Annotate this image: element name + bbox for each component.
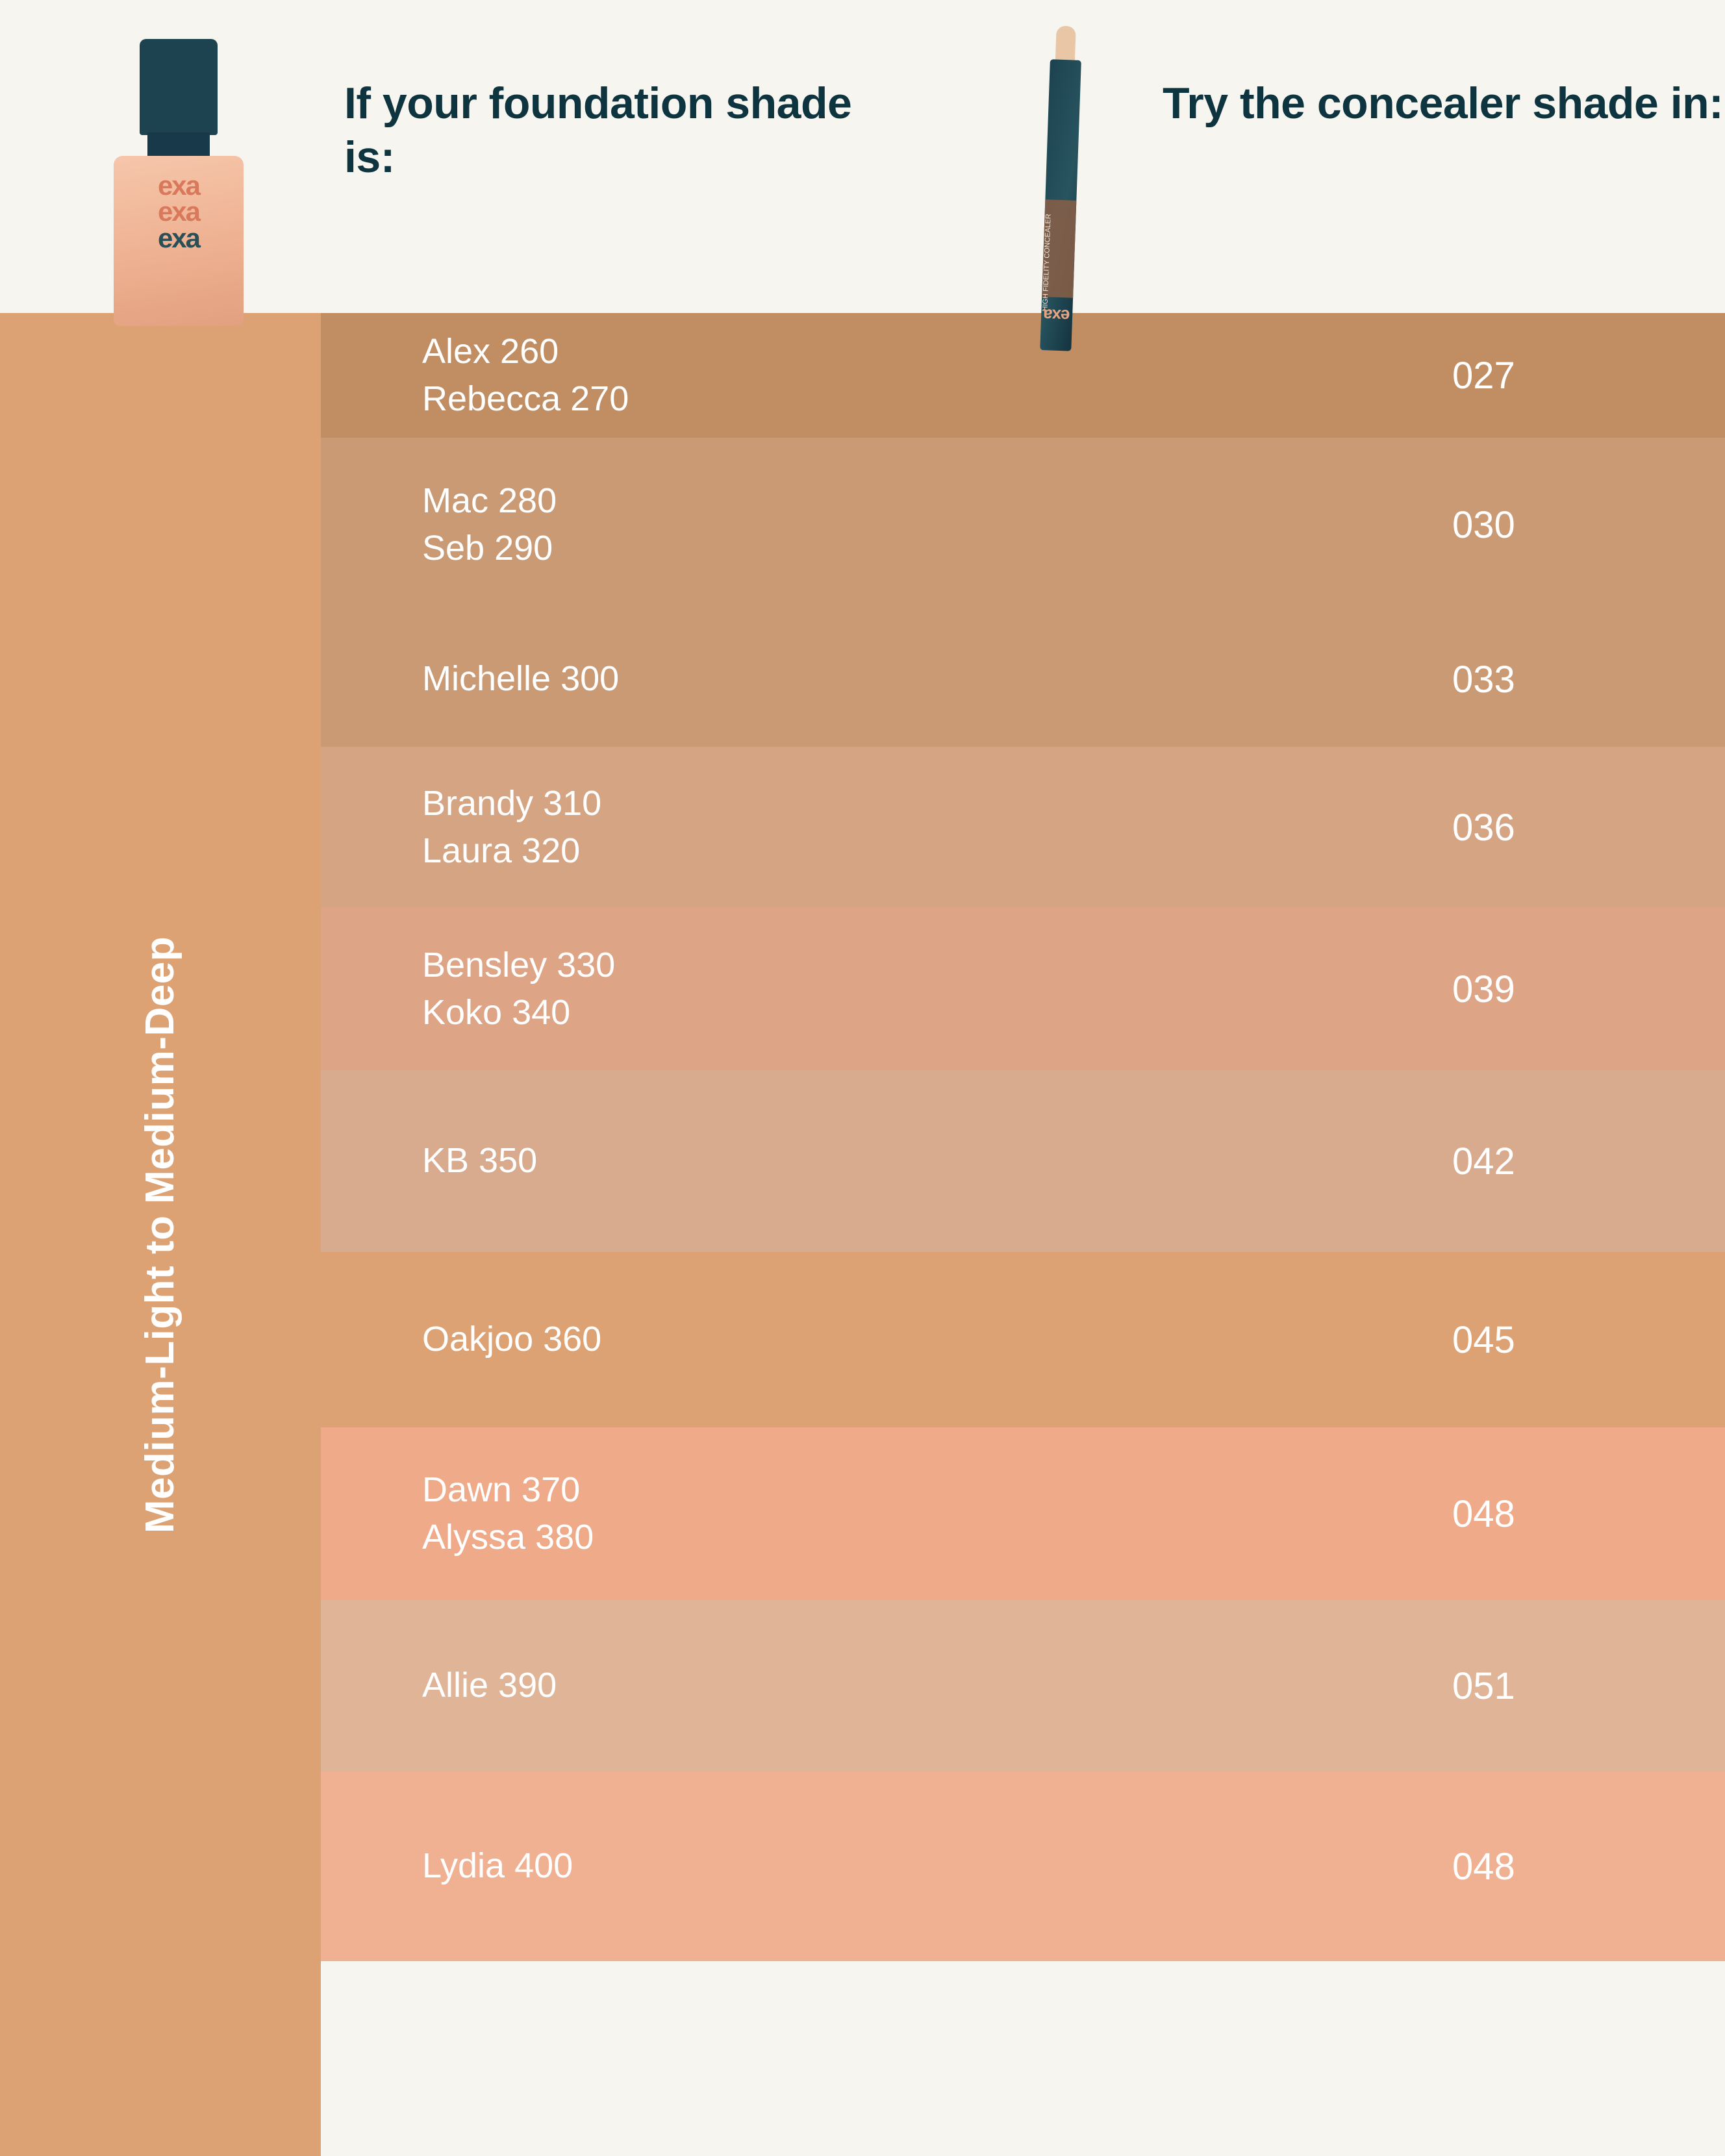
foundation-shade-name: Allie 390 — [422, 1666, 557, 1705]
table-row — [321, 1252, 1725, 1427]
bottle-logo-line-3: exa — [157, 222, 200, 253]
foundation-shade-name: Lydia 400 — [422, 1846, 573, 1886]
bottle-cap — [140, 39, 218, 135]
table-row — [321, 438, 1725, 612]
stick-tip — [1055, 26, 1076, 62]
table-row — [321, 908, 1725, 1070]
stick-logo: exa — [1043, 305, 1070, 326]
foundation-shade-cell — [321, 1466, 1165, 1562]
foundation-shade-cell — [321, 655, 1165, 703]
foundation-shade-cell — [321, 942, 1165, 1037]
foundation-shade-name: Mac 280 — [422, 481, 557, 520]
foundation-shade-name: Koko 340 — [422, 993, 571, 1032]
concealer-shade-cell: 039 — [1452, 968, 1515, 1010]
foundation-header-text: If your foundation shade is: — [344, 79, 852, 182]
chart-header — [0, 0, 1725, 313]
bottle-neck — [147, 132, 210, 158]
concealer-shade-cell: 042 — [1452, 1140, 1515, 1183]
bottle-logo-line-2: exa — [157, 196, 200, 227]
bottle-logo-line-1: exa — [157, 170, 200, 201]
foundation-shade-name: Michelle 300 — [422, 659, 620, 699]
bottle-logo — [114, 170, 244, 253]
foundation-bottle-icon — [114, 39, 244, 325]
foundation-shade-name: Seb 290 — [422, 529, 553, 568]
foundation-shade-cell — [321, 1137, 1165, 1185]
table-row — [321, 313, 1725, 438]
concealer-shade-cell: 048 — [1452, 1492, 1515, 1535]
category-band — [0, 313, 321, 2156]
concealer-shade-cell: 045 — [1452, 1318, 1515, 1361]
concealer-shade-cell: 036 — [1452, 806, 1515, 849]
table-row — [321, 1772, 1725, 1961]
concealer-shade-cell: 030 — [1452, 503, 1515, 546]
foundation-shade-name: Oakjoo 360 — [422, 1320, 602, 1359]
category-label-wrap — [0, 313, 321, 2156]
foundation-shade-cell — [321, 477, 1165, 573]
foundation-shade-name: Brandy 310 — [422, 783, 602, 823]
table-row — [321, 612, 1725, 747]
stick-label-text: HIGH FIDELITY CONCEALER — [1041, 214, 1053, 312]
concealer-shade-cell: 033 — [1452, 658, 1515, 701]
foundation-shade-name: Rebecca 270 — [422, 379, 629, 418]
concealer-header-text: Try the concealer shade in: — [1163, 79, 1724, 128]
foundation-shade-name: Alex 260 — [422, 331, 559, 371]
foundation-shade-cell — [321, 1316, 1165, 1363]
concealer-shade-cell: 048 — [1452, 1845, 1515, 1888]
concealer-shade-cell: 027 — [1452, 354, 1515, 397]
foundation-shade-cell — [321, 1842, 1165, 1890]
concealer-column-header — [1163, 77, 1725, 131]
table-row — [321, 1600, 1725, 1772]
foundation-shade-cell — [321, 1662, 1165, 1709]
foundation-shade-cell — [321, 780, 1165, 875]
foundation-shade-name: KB 350 — [422, 1141, 538, 1181]
table-row — [321, 1427, 1725, 1600]
table-row — [321, 1070, 1725, 1252]
table-row — [321, 747, 1725, 908]
foundation-shade-name: Bensley 330 — [422, 945, 616, 984]
foundation-shade-name: Laura 320 — [422, 831, 581, 870]
foundation-column-header — [344, 77, 903, 184]
foundation-shade-name: Alyssa 380 — [422, 1518, 594, 1557]
shade-table — [321, 313, 1725, 1961]
foundation-shade-name: Dawn 370 — [422, 1470, 581, 1509]
category-label: Medium-Light to Medium-Deep — [138, 936, 183, 1533]
concealer-shade-cell: 051 — [1452, 1664, 1515, 1707]
